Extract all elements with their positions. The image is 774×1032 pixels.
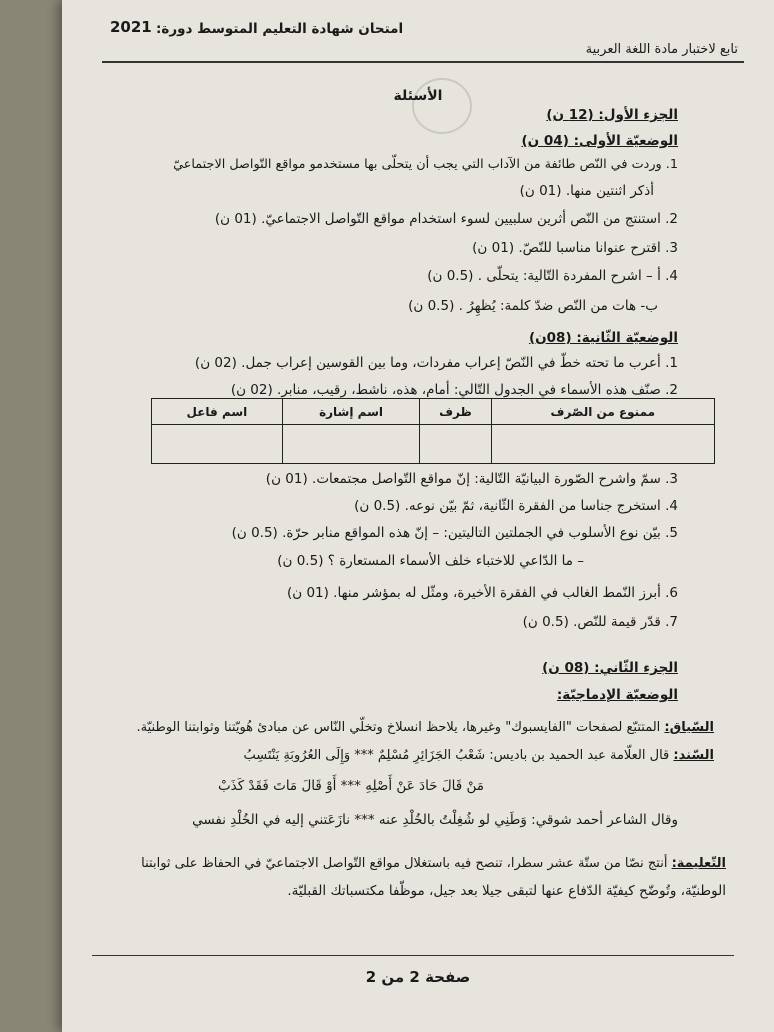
task-text: أنتج نصّا من ستّة عشر سطرا، تنصح فيه باستغلال مواقع التّواصل الاجتماعيّ في الحفاظ على ثوابتنا	[141, 856, 672, 871]
task-label: التّعليمة:	[671, 856, 726, 871]
header-exam: امتحان شهادة التعليم المتوسط دورة:	[156, 21, 404, 37]
situation1-heading: الوضعيّة الأولى: (04 ن)	[521, 133, 678, 149]
s1-q1-line2: أذكر اثنتين منها. (01 ن)	[519, 183, 654, 199]
context-line	[137, 720, 714, 736]
s1-q2: 2. استنتج من النّص أثرين سلبيين لسوء استخدام مواقع التّواصل الاجتماعيّ. (01 ن)	[214, 211, 678, 227]
situation2-heading: الوضعيّة الثّانية: (08ن)	[528, 330, 678, 346]
page-number: صفحة 2 من 2	[365, 968, 471, 986]
s2-q7: 7. قدّر قيمة للنّص. (0.5 ن)	[522, 614, 678, 630]
table-header: اسم فاعل	[152, 399, 283, 425]
verse-line-3: وقال الشاعر أحمد شوقي: وَطَنِي لو شُغِلْتُ بالخُلْدِ عنه *** نازَعَتني إليه في الخُلْدِ نفسي	[192, 812, 678, 828]
table-header: اسم إشارة	[282, 399, 419, 425]
s2-q6: 6. أبرز النّمط الغالب في الفقرة الأخيرة، ومثّل له بمؤشر منها. (01 ن)	[286, 585, 678, 601]
s2-q5a: 5. بيّن نوع الأسلوب في الجملتين التاليتين: – إنّ هذه المواقع منابر حرّة. (0.5 ن)	[231, 525, 678, 541]
s2-q3: 3. سمّ واشرح الصّورة البيانيّة التّالية: إنّ مواقع التّواصل مجتمعات. (01 ن)	[265, 471, 678, 487]
part1-heading: الجزء الأول: (12 ن)	[546, 107, 678, 123]
table-header: ممنوع من الصّرف	[491, 399, 714, 425]
table-header: ظرف	[420, 399, 491, 425]
footer-rule	[92, 955, 734, 956]
table-cell	[420, 425, 491, 464]
page-title: الأسئلة	[393, 88, 443, 104]
s1-q4a: 4. أ – اشرح المفردة التّالية: يتحلّى . (0.5 ن)	[427, 268, 678, 284]
task-line-1	[141, 856, 726, 872]
s2-q4: 4. استخرج جناسا من الفقرة الثّانية، ثمّ بيّن نوعه. (0.5 ن)	[354, 498, 678, 514]
table-cell	[491, 425, 714, 464]
s1-q4b: ب- هات من النّص ضدّ كلمة: يُظهِرُ . (0.5 ن)	[408, 298, 658, 314]
seal-watermark	[412, 78, 472, 134]
header-subject: تابع لاختبار مادة اللغة العربية	[585, 42, 738, 57]
s1-q1-line1: 1. وردت في النّص طائفة من الآداب التي يجب أن يتحلّى بها مستخدمو مواقع التّواصل الاجتماعيّ	[173, 157, 678, 172]
s2-q1: 1. أعرب ما تحته خطّ في النّصّ إعراب مفردات، وما بين القوسين إعراب جمل. (02 ن)	[194, 355, 678, 371]
s2-q2: 2. صنّف هذه الأسماء في الجدول التّالي: أمام، هذه، ناشط، رقيب، منابر. (02 ن)	[230, 382, 678, 398]
verse-line-2: مَنْ قَالَ حَادَ عَنْ أَصْلِهِ *** أَوْ قَالَ مَاتَ فَقَدْ كَذَبْ	[217, 778, 484, 794]
table-cell	[282, 425, 419, 464]
exam-page	[62, 0, 774, 1032]
header-rule	[102, 61, 744, 63]
support-text: قال العلّامة عبد الحميد بن باديس: شَعْبُ الجَزَائِرِ مُسْلِمٌ *** وَإِلَى العُرُوبَةِ يَنْتَسِبُ	[243, 748, 674, 763]
table-cell	[152, 425, 283, 464]
integration-heading: الوضعيّة الإدماجيّة:	[556, 687, 678, 703]
support-label: السّند:	[673, 748, 714, 763]
header-year: 2021	[110, 18, 152, 36]
task-line-2: الوطنيّة، وتُوضّح كيفيّة الدّفاع عنها لتبقى جيلا بعد جيل، موظّفا مكتسباتك القبليّة.	[287, 883, 726, 899]
s2-q5b: – ما الدّاعي للاختباء خلف الأسماء المستعارة ؟ (0.5 ن)	[277, 553, 584, 569]
context-label: السّياق:	[664, 720, 714, 735]
support-line	[243, 748, 714, 764]
context-text: المتتبّع لصفحات "الفايسبوك" وغيرها، يلاحظ انسلاخ وتخلّي النّاس عن مبادئ هُويّتنا وثوابتنا الوطنيّة.	[136, 720, 665, 735]
part2-heading: الجزء الثّاني: (08 ن)	[542, 660, 678, 676]
s1-q3: 3. اقترح عنوانا مناسبا للنّصّ. (01 ن)	[472, 240, 678, 256]
classification-table	[151, 398, 715, 464]
